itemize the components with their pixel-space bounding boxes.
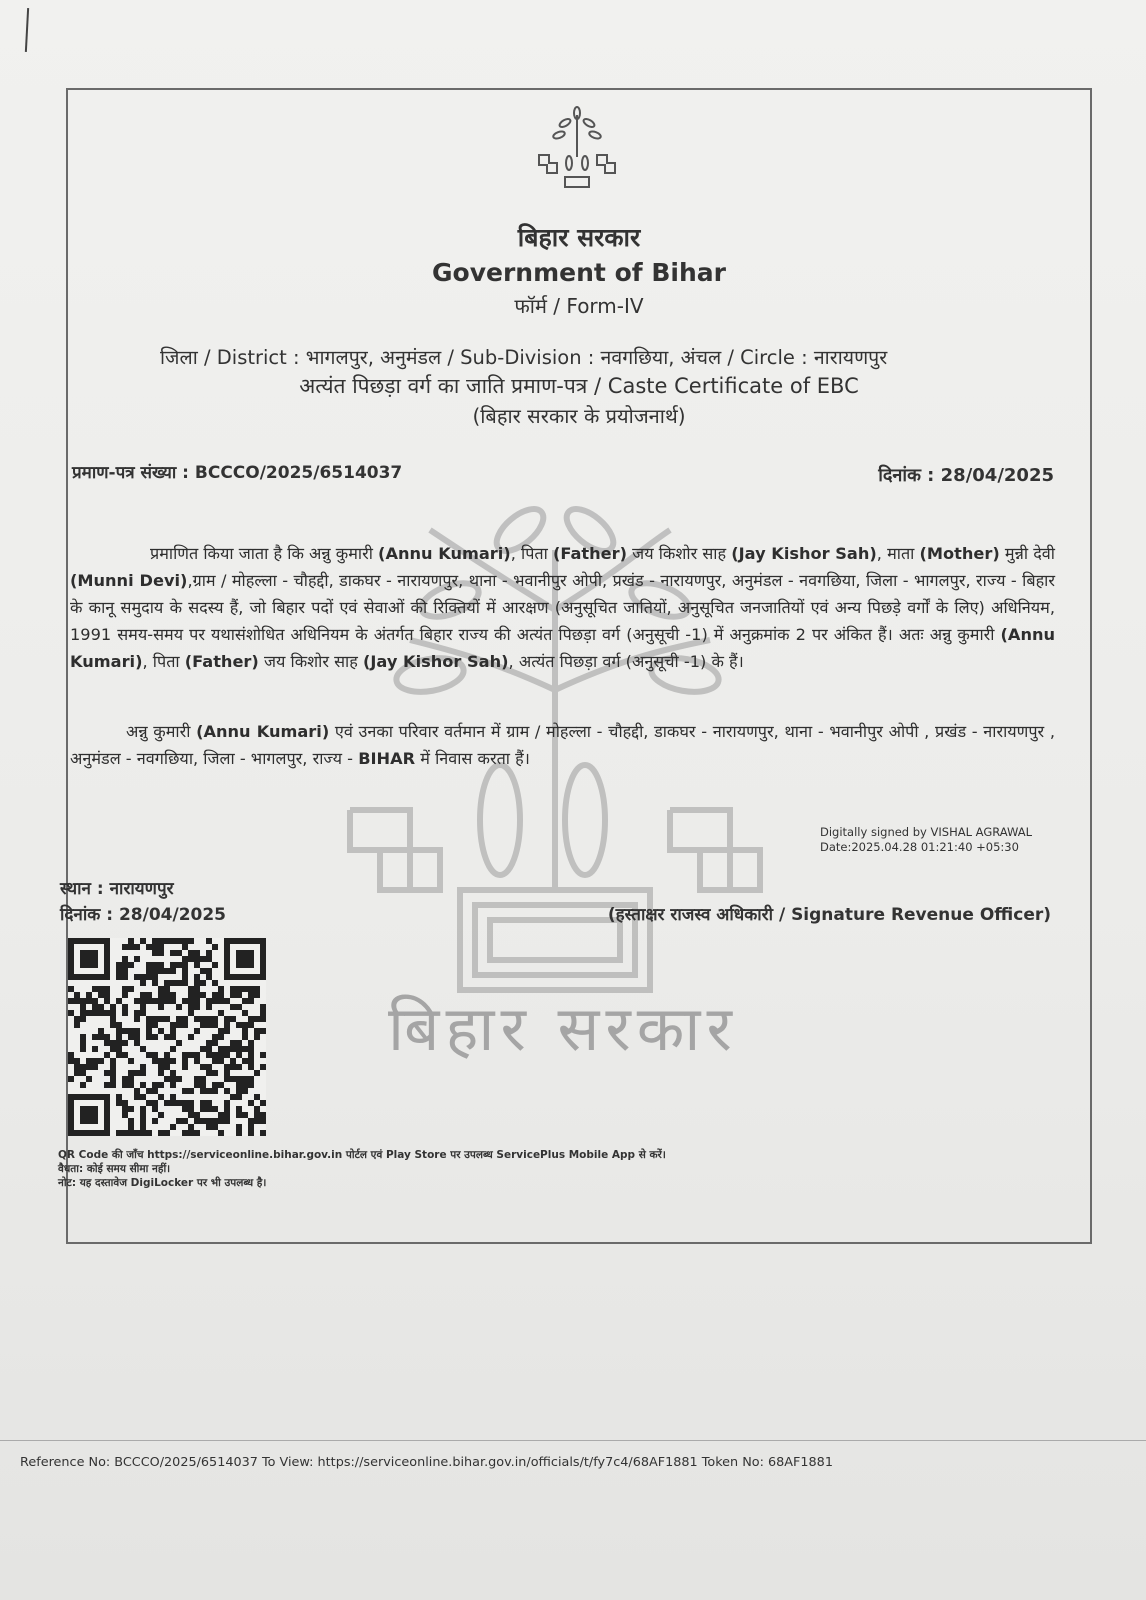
reference-footer: Reference No: BCCCO/2025/6514037 To View: https://serviceonline.bihar.gov.in/officials/t/fy7c4/68AF1881 Token No: 68AF1881 [20, 1455, 833, 1470]
bihar-emblem-icon [535, 105, 620, 193]
text-run: (Mother) [919, 544, 1000, 563]
text-run: अन्नु कुमारी [126, 722, 197, 741]
digital-signature-signer: Digitally signed by VISHAL AGRAWAL [820, 825, 1033, 839]
text-run: , पिता [142, 652, 185, 671]
text-run: प्रमाणित किया जाता है कि अन्नु कुमारी [150, 544, 379, 563]
form-number: फॉर्म / Form-IV [514, 294, 644, 318]
issue-place-date [60, 876, 226, 928]
digital-signature [820, 825, 1032, 855]
footer-divider [0, 1440, 1146, 1441]
certificate-purpose: (बिहार सरकार के प्रयोजनार्थ) [472, 404, 686, 428]
text-run: जय किशोर साह [627, 544, 732, 563]
text-run: जय किशोर साह [258, 652, 363, 671]
qr-verification-note: QR Code की जाँच https://serviceonline.bihar.gov.in पोर्टल एवं Play Store पर उपलब्ध ServicePlus Mobile App से करें। [58, 1149, 666, 1161]
text-run: में निवास करता हैं। [415, 749, 530, 768]
text-run: BIHAR [358, 749, 416, 768]
certificate-body-paragraph-2 [70, 718, 1055, 772]
qr-code-icon[interactable] [68, 938, 266, 1136]
certificate-date [878, 463, 1054, 487]
text-run: (Father) [552, 544, 628, 563]
text-run: एवं उनका परिवार वर्तमान में ग्राम / मोहल्ला - चौहद्दी, डाकघर - नारायणपुर, थाना - भवानीपुर ओपी , प्रखंड - नारायणपुर , अनुमंडल - नवगछिया, जिला - भागलपुर, राज्य - [70, 722, 1055, 768]
district-line: जिला / District : भागलपुर, अनुमंडल / Sub-Division : नवगछिया, अंचल / Circle : नारायणपुर [160, 346, 888, 369]
pen-mark [25, 8, 29, 52]
certificate-title: अत्यंत पिछड़ा वर्ग का जाति प्रमाण-पत्र / Caste Certificate of EBC [299, 374, 859, 398]
government-hindi-title: बिहार सरकार [517, 223, 641, 252]
text-run: , अत्यंत पिछड़ा वर्ग (अनुसूची -1) के हैं। [508, 652, 744, 671]
signature-officer-label: (हस्ताक्षर राजस्व अधिकारी / Signature Revenue Officer) [607, 905, 1051, 925]
digilocker-note: नोट: यह दस्तावेज DigiLocker पर भी उपलब्ध है। [58, 1177, 267, 1189]
validity-note: वैधता: कोई समय सीमा नहीं। [58, 1163, 171, 1175]
text-run: , माता [876, 544, 920, 563]
text-run: मुन्नी देवी [999, 544, 1055, 563]
certificate-number-value: BCCCO/2025/6514037 [194, 463, 403, 483]
text-run: (Annu Kumari) [196, 722, 330, 741]
verification-notes [58, 1148, 858, 1190]
text-run: (Jay Kishor Sah) [731, 544, 877, 563]
certificate-number-label: प्रमाण-पत्र संख्या : [72, 463, 189, 483]
issue-date: दिनांक : 28/04/2025 [60, 905, 227, 925]
government-title: Government of Bihar [432, 258, 726, 287]
watermark-text: बिहार सरकार [388, 992, 738, 1065]
text-run: (Jay Kishor Sah) [363, 652, 509, 671]
issue-place: स्थान : नारायणपुर [60, 879, 174, 899]
digital-signature-date: Date:2025.04.28 01:21:40 +05:30 [820, 840, 1019, 854]
text-run: (Munni Devi) [70, 571, 188, 590]
text-run: ,ग्राम / मोहल्ला - चौहद्दी, डाकघर - नारायणपुर, थाना - भवानीपुर ओपी, प्रखंड - नारायणपुर, अनुमंडल - नवगछिया, जिला - भागलपुर, राज्य - बिहार के कानू समुदाय के सदस्य हैं, जो बिहार पदों एवं सेवाओं की रिक्तियों में आरक्षण (अनुसूचित जातियों, अनुसूचित जनजातियों एवं अन्य पिछड़े वर्गों के लिए) अधिनियम, 1991 समय-समय पर यथासंशोधित अधिनियम के अंतर्गत बिहार राज्य की अत्यंत पिछड़ा वर्ग (अनुसूची -1) में अनुक्रमांक 2 पर अंकित हैं। अतः अन्नु कुमारी [70, 571, 1056, 644]
certificate-number [72, 460, 402, 483]
certificate-body-paragraph-1 [70, 540, 1055, 675]
certificate-date-value: 28/04/2025 [940, 465, 1054, 486]
text-run: (Annu Kumari) [378, 544, 511, 563]
text-run: (Annu Kumari) [70, 625, 1056, 671]
text-run: , पिता [510, 544, 553, 563]
text-run: (Father) [184, 652, 259, 671]
certificate-date-label: दिनांक : [878, 465, 935, 486]
